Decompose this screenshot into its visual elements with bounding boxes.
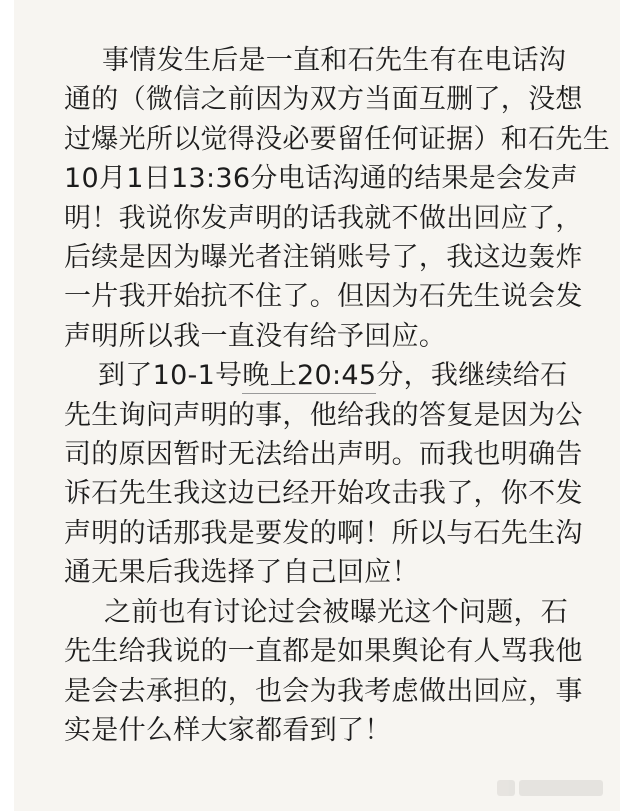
text-line: 明！我说你发声明的话我就不做出回应了，	[64, 202, 583, 234]
text-line: 事情发生后是一直和石先生有在电话沟	[102, 45, 567, 76]
text-line: 通的（微信之前因为双方当面互删了，没想	[64, 84, 583, 116]
watermark-mark	[497, 780, 515, 796]
text-line: 声明所以我一直没有给予回应。	[64, 320, 447, 352]
text-line	[64, 356, 620, 395]
text-line: 通无果后我选择了自己回应！	[64, 557, 419, 589]
text-line: 后续是因为曝光者注销账号了，我这边轰炸	[64, 242, 583, 274]
text-line: 之前也有讨论过会被曝光这个问题，石	[104, 596, 569, 628]
text-line: 过爆光所以觉得没必要留任何证据）和石先生	[64, 123, 610, 155]
text-line: 一片我开始抗不住了。但因为石先生说会发	[64, 281, 583, 313]
text-line: 先生询问声明的事，他给我的答复是因为公	[64, 399, 583, 431]
watermark-logo	[497, 779, 605, 797]
text-line: 司的原因暂时无法给出声明。而我也明确告	[64, 439, 583, 471]
text-segment: 分，我继续给石	[376, 360, 568, 392]
text-line: 声明的话那我是要发的啊！所以与石先生沟	[64, 517, 583, 549]
paragraph-2	[64, 356, 620, 592]
text-segment: 到了10-1号	[98, 360, 243, 392]
watermark-mark	[519, 780, 603, 796]
text-line: 先生给我说的一直都是如果舆论有人骂我他	[64, 636, 583, 668]
text-line: 10月1日13:36分电话沟通的结果是会发声	[64, 163, 578, 195]
text-line: 诉石先生我这边已经开始攻击我了，你不发	[64, 478, 583, 510]
text-line: 是会去承担的，也会为我考虑做出回应，事	[64, 675, 583, 707]
underlined-time: 晚上20:45	[242, 359, 376, 394]
paragraph-3	[64, 593, 620, 751]
document-body	[64, 41, 620, 750]
text-line: 实是什么样大家都看到了！	[64, 714, 392, 746]
paragraph-1	[64, 41, 620, 356]
